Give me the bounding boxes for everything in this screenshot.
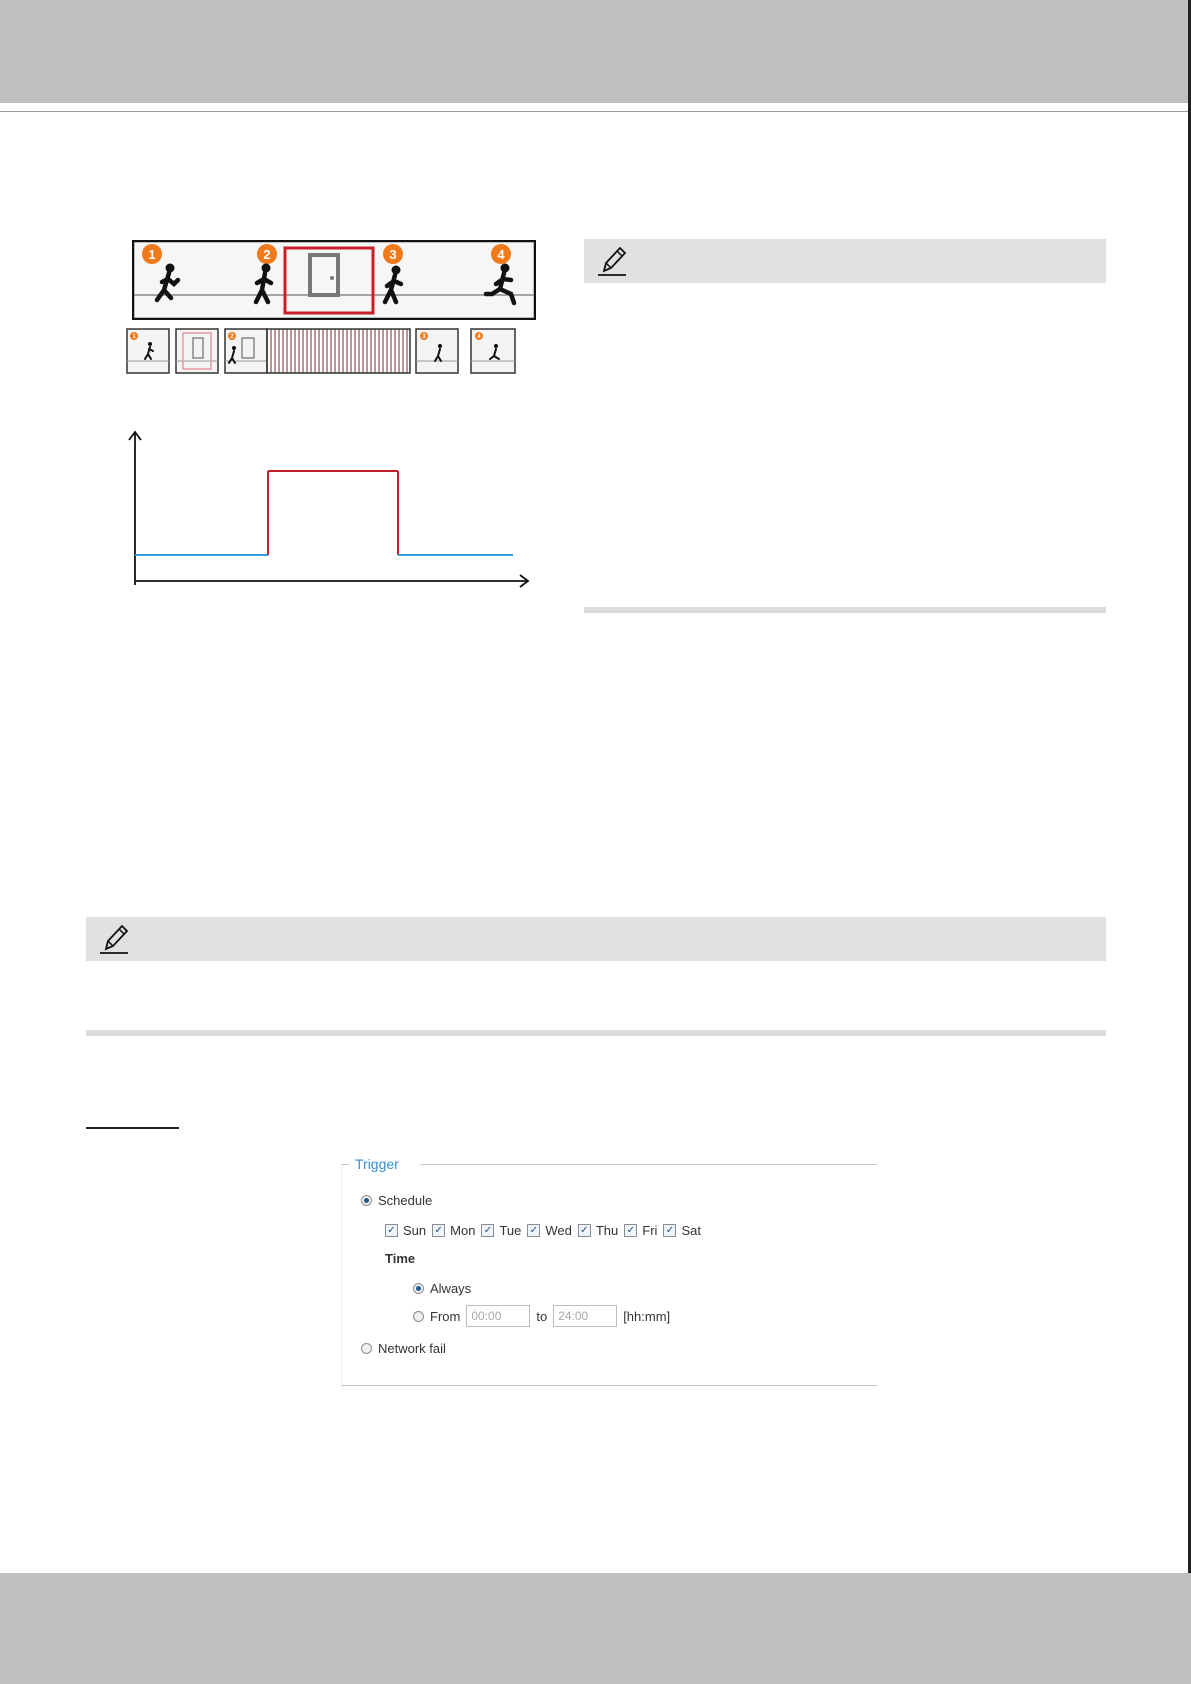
weekday-checkboxes [385,1220,707,1240]
checkbox-sun[interactable]: ✓ [385,1224,398,1237]
always-label: Always [430,1280,472,1296]
from-label: From [430,1308,461,1324]
header-divider [0,111,1191,112]
trigger-panel [341,1156,877,1386]
network-fail-radio[interactable] [361,1343,372,1354]
note-box-wide-end-rule [86,1030,1106,1036]
checkbox-mon[interactable]: ✓ [432,1224,445,1237]
from-option[interactable] [413,1306,670,1326]
thumb-step-2: 2 [230,334,234,340]
section-heading-underline [86,1127,179,1129]
always-option[interactable] [413,1278,471,1298]
thumb-step-1: 1 [132,334,136,340]
day-fri[interactable]: ✓ Fri [624,1223,657,1238]
step-label-3: 3 [389,247,397,262]
trigger-legend: Trigger [355,1156,399,1172]
step-label-4: 4 [497,247,505,262]
day-sat[interactable]: ✓ Sat [663,1223,701,1238]
schedule-label: Schedule [378,1192,433,1208]
note-box-wide [86,917,1106,961]
always-radio[interactable] [413,1283,424,1294]
checkbox-fri[interactable]: ✓ [624,1224,637,1237]
checkbox-thu[interactable]: ✓ [578,1224,591,1237]
thumb-step-3: 3 [422,334,426,340]
time-heading: Time [385,1250,416,1266]
to-label: to [536,1308,548,1324]
door-scene-illustration [132,240,536,320]
trigger-signal-plot [120,428,534,588]
step-label-1: 1 [148,247,156,262]
day-mon[interactable]: ✓ Mon [432,1223,475,1238]
to-time-input[interactable]: 24:00 [553,1305,617,1327]
header-band [0,0,1191,103]
frame-thumbnail-strip [126,328,518,376]
checkbox-wed[interactable]: ✓ [527,1224,540,1237]
network-fail-label: Network fail [378,1340,446,1356]
from-radio[interactable] [413,1311,424,1322]
schedule-radio[interactable] [361,1195,372,1206]
footer-band [0,1573,1191,1684]
pencil-icon [594,243,630,279]
day-sun[interactable]: ✓ Sun [385,1223,426,1238]
checkbox-sat[interactable]: ✓ [663,1224,676,1237]
network-fail-option[interactable] [361,1338,446,1358]
thumb-step-4: 4 [477,334,481,340]
day-thu[interactable]: ✓ Thu [578,1223,618,1238]
time-format-hint: [hh:mm] [623,1308,671,1324]
motion-frames-hatch [267,329,407,373]
schedule-option[interactable] [361,1190,432,1210]
from-time-input[interactable]: 00:00 [466,1305,530,1327]
day-tue[interactable]: ✓ Tue [481,1223,521,1238]
step-label-2: 2 [263,247,271,262]
note-box-right [584,239,1106,283]
note-box-right-end-rule [584,607,1106,613]
pencil-icon [96,921,132,957]
checkbox-tue[interactable]: ✓ [481,1224,494,1237]
day-wed[interactable]: ✓ Wed [527,1223,572,1238]
